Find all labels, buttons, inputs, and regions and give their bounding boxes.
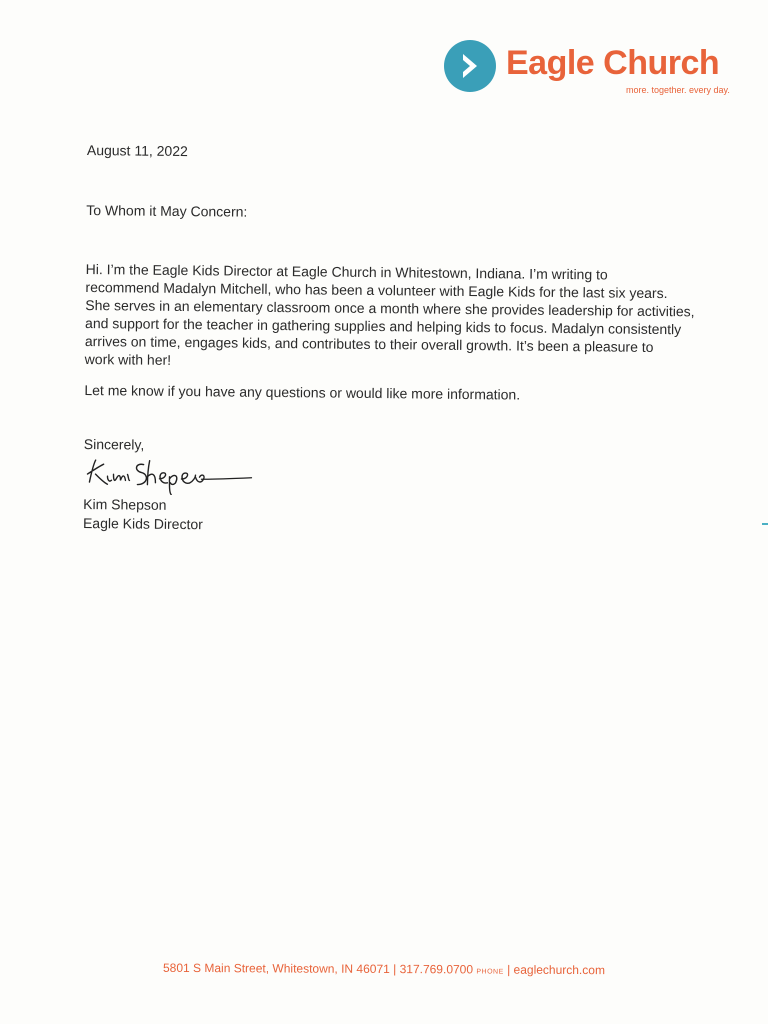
chevron-right-icon [444, 40, 496, 92]
letter-closing: Sincerely, [83, 435, 145, 453]
letter-date: August 11, 2022 [86, 142, 188, 160]
footer-website: eaglechurch.com [513, 962, 606, 978]
signer-name: Kim Shepson [83, 495, 167, 513]
scan-edge-mark [762, 523, 768, 525]
footer-phone: 317.769.0700 [399, 962, 474, 977]
paragraph-line: and support for the teacher in gathering supplies and helping kids to focus. Madalyn consistently [85, 314, 682, 338]
paragraph-line: She serves in an elementary classroom once a month where she provides leadership for activities, [85, 296, 695, 320]
paragraph-line: arrives on time, engages kids, and contributes to their overall growth. It’s been a pleasure to [84, 332, 654, 355]
paragraph-line: work with her! [84, 350, 172, 368]
letter-followup: Let me know if you have any questions or would like more information. [84, 381, 521, 403]
brand-name: Eagle Church [506, 44, 720, 82]
paragraph-line: recommend Madalyn Mitchell, who has been a volunteer with Eagle Kids for the last six years. [85, 278, 668, 302]
paragraph-line: Hi. I’m the Eagle Kids Director at Eagle Church in Whitestown, Indiana. I’m writing to [85, 260, 608, 283]
footer-phone-label: PHONE [476, 968, 504, 976]
brand-tagline: more. together. every day. [626, 85, 730, 95]
letter-paragraph [84, 260, 695, 374]
footer-address: 5801 S Main Street, Whitestown, IN 46071 [162, 960, 390, 977]
signer-title: Eagle Kids Director [82, 514, 203, 533]
letter-salutation: To Whom it May Concern: [86, 201, 248, 220]
footer-contact: 5801 S Main Street, Whitestown, IN 46071 | 317.769.0700 PHONE | eaglechurch.com [162, 960, 606, 978]
handwritten-signature [83, 452, 253, 496]
letter-body [82, 142, 695, 533]
church-logo [444, 38, 744, 98]
